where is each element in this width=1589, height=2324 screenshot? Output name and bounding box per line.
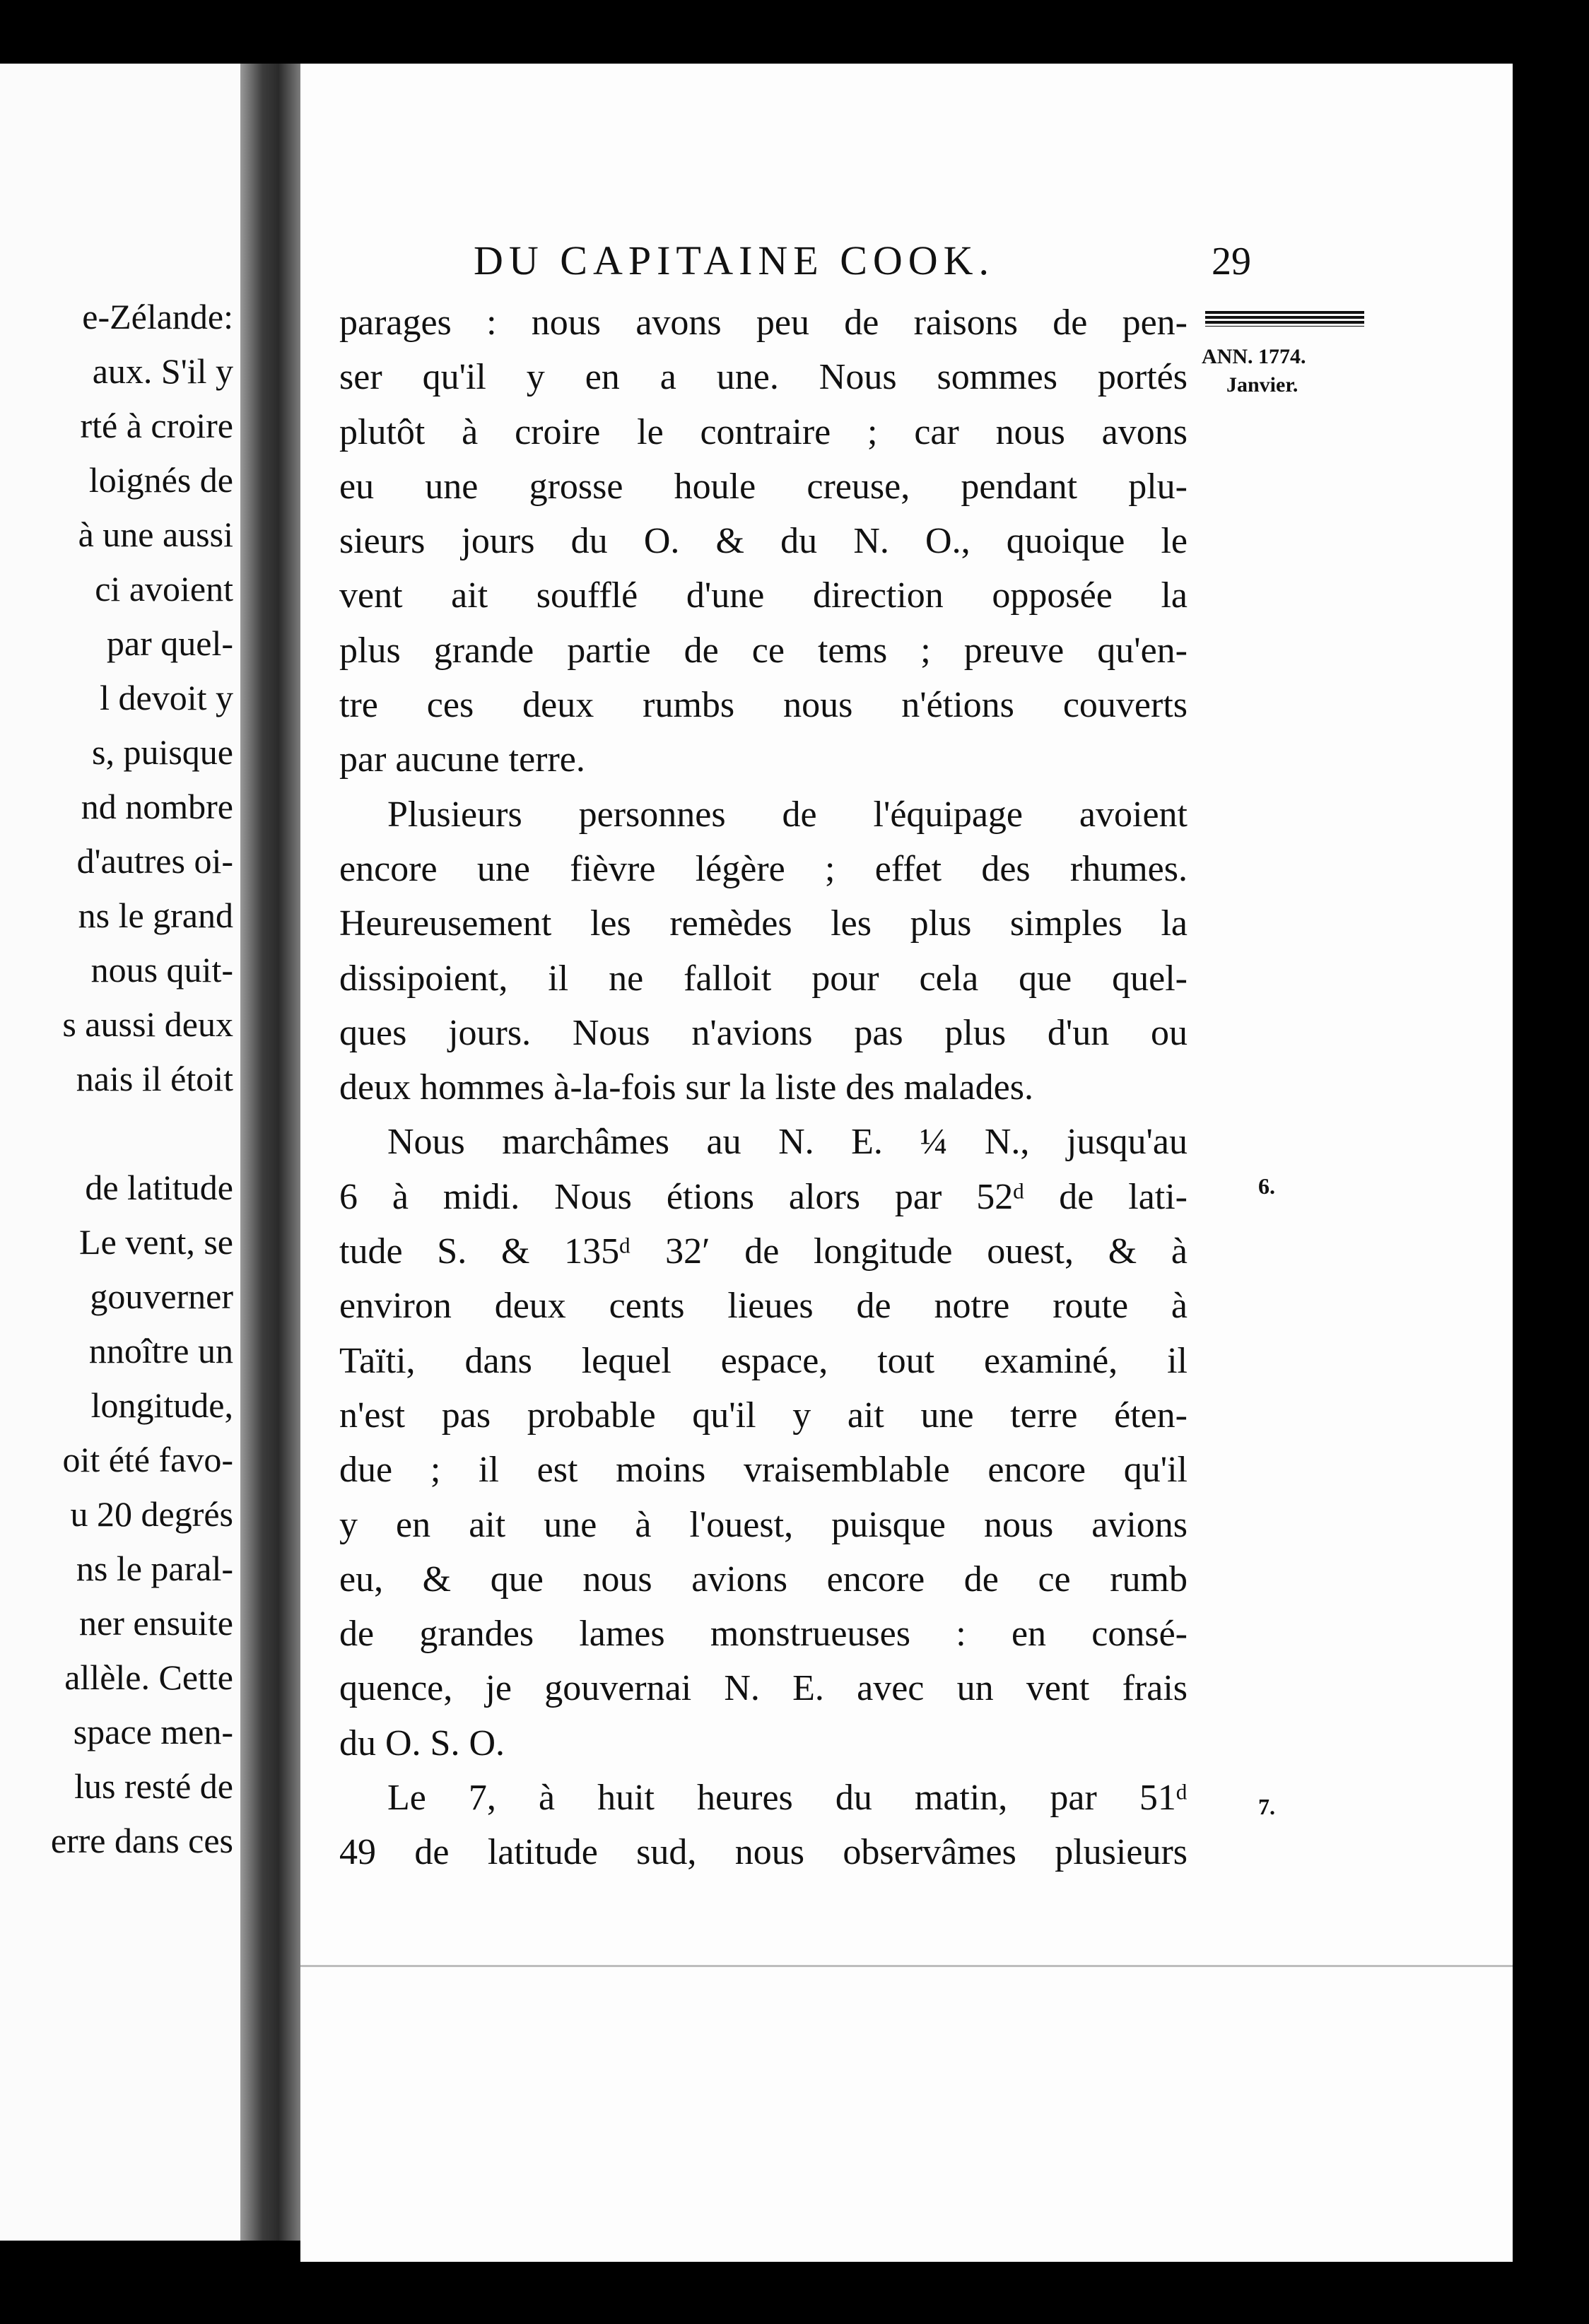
text-line: ser qu'il y en a une. Nous sommes portés — [339, 357, 1188, 398]
margin-ornament-rule — [1205, 311, 1364, 327]
left-page-line: oit été favo- — [62, 1440, 233, 1479]
left-page-line: space men- — [73, 1712, 233, 1751]
text-line: n'est pas probable qu'il y ait une terre éten- — [339, 1395, 1188, 1436]
text-line: Le 7, à huit heures du matin, par 51ᵈ — [387, 1778, 1188, 1819]
text-line: du O. S. O. — [339, 1723, 505, 1763]
page-bottom-edge — [300, 1965, 1513, 1967]
left-page-line: de latitude — [85, 1168, 233, 1207]
text-line: quence, je gouvernai N. E. avec un vent frais — [339, 1668, 1188, 1709]
text-line: encore une fièvre légère ; effet des rhumes. — [339, 848, 1188, 889]
text-line: ques jours. Nous n'avions pas plus d'un ou — [339, 1012, 1188, 1053]
left-page-line: s aussi deux — [62, 1004, 233, 1044]
paragraph — [339, 1115, 1188, 1771]
left-page-line: ns le paral- — [76, 1549, 233, 1588]
main-text-block — [339, 295, 1188, 1880]
text-line: plutôt à croire le contraire ; car nous avons — [339, 411, 1188, 452]
left-page-line: nais il étoit — [76, 1059, 233, 1098]
text-line: parages : nous avons peu de raisons de pen- — [339, 303, 1188, 343]
margin-note-month: Janvier. — [1226, 373, 1298, 397]
book-gutter-shadow — [240, 64, 304, 2241]
paragraph — [339, 787, 1188, 1115]
text-line: due ; il est moins vraisemblable encore qu'il — [339, 1450, 1188, 1491]
text-line: environ deux cents lieues de notre route à — [339, 1286, 1188, 1327]
text-line: tre ces deux rumbs nous n'étions couverts — [339, 685, 1188, 726]
text-line: Taïti, dans lequel espace, tout examiné, il — [339, 1340, 1188, 1381]
left-page-line: aux. S'il y — [92, 351, 233, 391]
left-page-line: nd nombre — [81, 787, 233, 826]
left-page-line: ner ensuite — [79, 1603, 233, 1643]
left-page-line: d'autres oi- — [76, 841, 233, 881]
text-line: y en ait une à l'ouest, puisque nous avions — [339, 1504, 1188, 1545]
text-line: deux hommes à-la-fois sur la liste des malades. — [339, 1067, 1033, 1108]
text-line: par aucune terre. — [339, 739, 585, 780]
text-line: dissipoient, il ne falloit pour cela que quel- — [339, 958, 1188, 999]
text-line: 49 de latitude sud, nous observâmes plusieurs — [339, 1832, 1188, 1873]
left-page-line: Le vent, se — [79, 1222, 233, 1262]
text-line: vent ait soufflé d'une direction opposée la — [339, 575, 1188, 616]
left-page-line: rté à croire — [80, 406, 233, 445]
text-line: Heureusement les remèdes les plus simples la — [339, 903, 1188, 944]
text-line: 6 à midi. Nous étions alors par 52ᵈ de lati- — [339, 1176, 1188, 1217]
text-line: Nous marchâmes au N. E. ¼ N., jusqu'au — [387, 1122, 1188, 1163]
margin-note-date-7: 7. — [1258, 1794, 1275, 1819]
left-page-line: nous quit- — [90, 950, 233, 990]
margin-note-year: ANN. 1774. — [1202, 345, 1306, 368]
margin-note-date-6: 6. — [1258, 1173, 1275, 1199]
paragraph — [339, 1771, 1188, 1880]
paragraph — [339, 295, 1188, 787]
left-page-line: s, puisque — [92, 732, 233, 772]
text-line: eu une grosse houle creuse, pendant plu- — [339, 466, 1188, 507]
left-page-line: u 20 degrés — [70, 1494, 233, 1534]
text-line: eu, & que nous avions encore de ce rumb — [339, 1559, 1188, 1600]
left-page-line: gouverner — [90, 1277, 233, 1316]
left-facing-page — [0, 64, 247, 2241]
left-page-line: ci avoient — [95, 569, 233, 609]
left-page-line — [0, 1106, 233, 1161]
text-line: plus grande partie de ce tems ; preuve qu'en- — [339, 630, 1188, 671]
left-page-line: erre dans ces — [50, 1821, 233, 1860]
left-page-line: l devoit y — [100, 678, 233, 717]
left-page-line: ns le grand — [78, 896, 233, 935]
text-line: de grandes lames monstrueuses : en consé- — [339, 1614, 1188, 1655]
left-page-line: à une aussi — [78, 515, 233, 554]
left-page-line: nnoître un — [88, 1331, 233, 1371]
left-page-line: lus resté de — [74, 1766, 233, 1806]
left-page-line: par quel- — [106, 623, 233, 663]
running-head-title: DU CAPITAINE COOK. — [474, 237, 995, 283]
left-page-line: e-Zélande: — [82, 297, 233, 336]
text-line: tude S. & 135ᵈ 32′ de longitude ouest, & à — [339, 1231, 1188, 1272]
left-page-line: longitude, — [90, 1385, 233, 1425]
page-number: 29 — [1212, 240, 1251, 283]
text-line: sieurs jours du O. & du N. O., quoique le — [339, 521, 1188, 562]
left-page-text-fragment — [0, 290, 233, 1868]
left-page-line: allèle. Cette — [64, 1657, 233, 1697]
running-head — [474, 237, 1251, 284]
left-page-line: loignés de — [88, 460, 233, 500]
text-line: Plusieurs personnes de l'équipage avoient — [387, 794, 1188, 835]
